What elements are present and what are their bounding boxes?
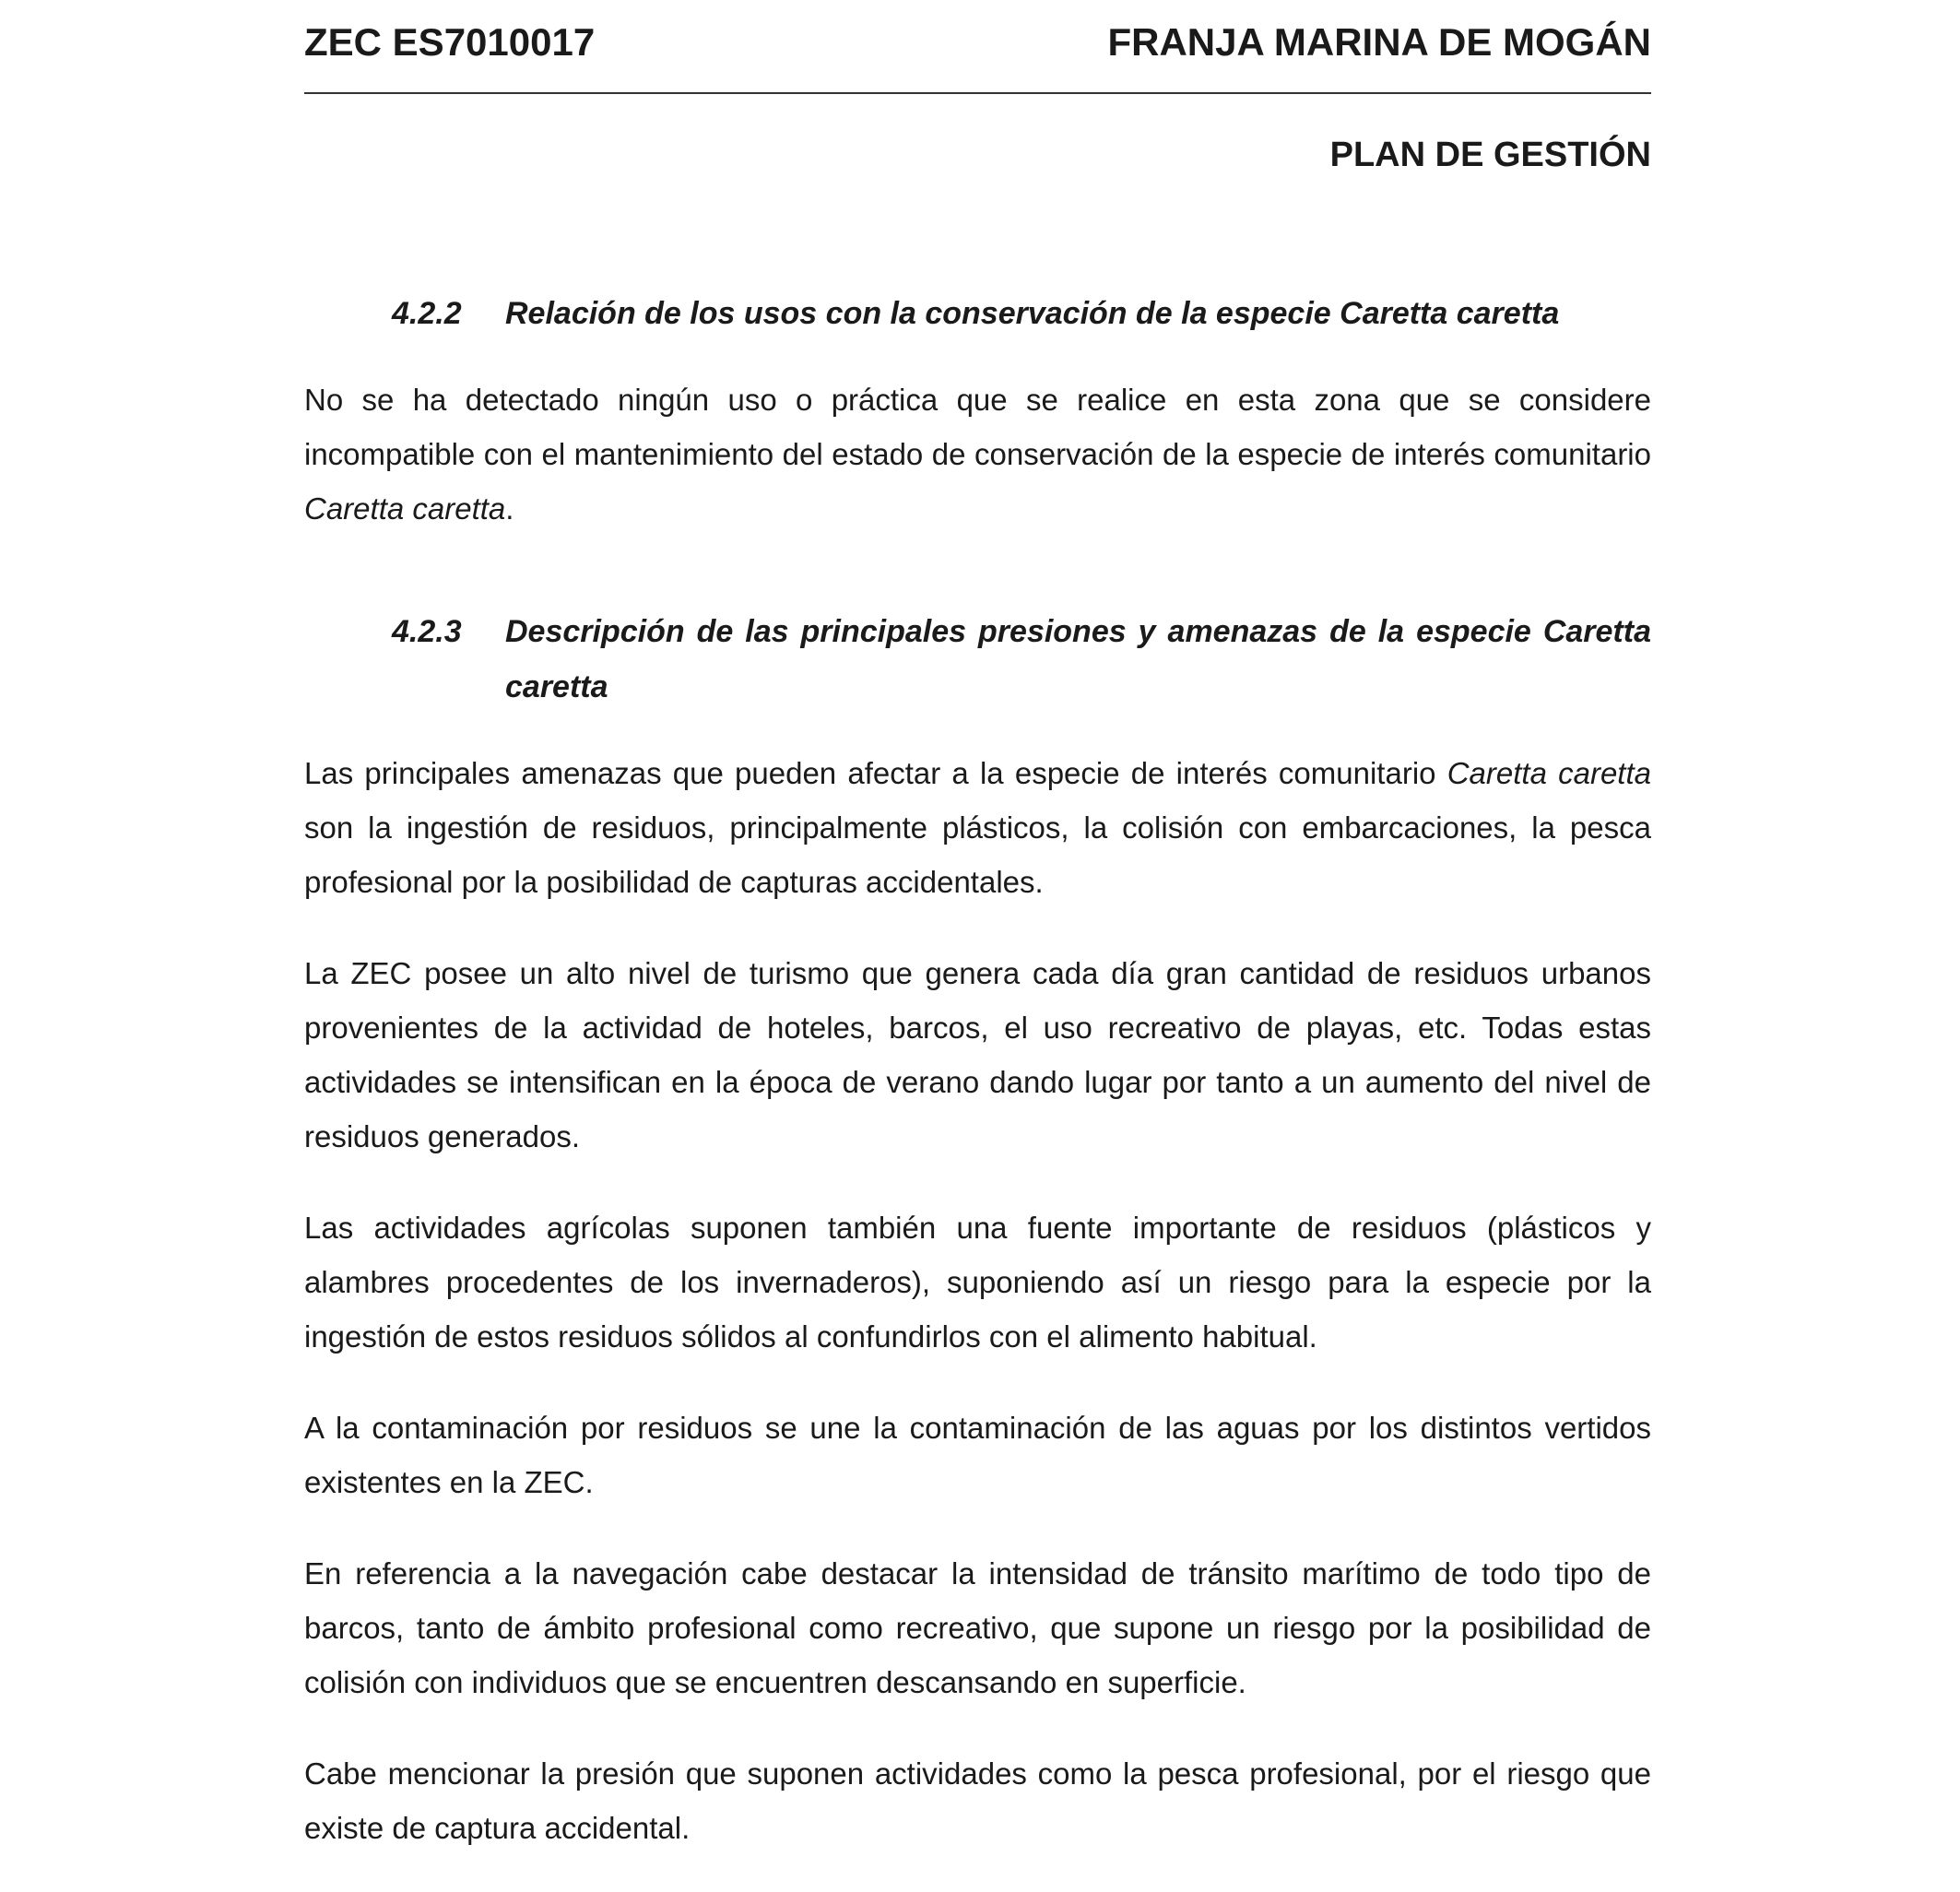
paragraph: A la contaminación por residuos se une la contaminación de las aguas por los distintos vertidos existentes en la ZEC. [304, 1411, 1651, 1499]
document-page [304, 0, 1651, 1892]
section-title: Relación de los usos con la conservación de la especie Caretta caretta [505, 296, 1560, 331]
paragraph: En referencia a la navegación cabe destacar la intensidad de tránsito marítimo de todo tipo de barcos, tanto de ámbito profesional como recreativo, que supone un riesgo por la posibilidad de colisión con individuos que se encuentren descansando en superficie. [304, 1556, 1651, 1699]
species-name: Caretta caretta [1446, 756, 1651, 790]
section-4-2-3 [304, 604, 1651, 1855]
page-header [304, 0, 1651, 94]
section-4-2-2 [304, 286, 1651, 536]
section-number: 4.2.2 [392, 296, 462, 331]
document-title: PLAN DE GESTIÓN [1329, 136, 1651, 174]
species-name: Caretta caretta [304, 491, 506, 526]
paragraph: No se ha detectado ningún uso o práctica que se realice en esta zona que se considere incompatible con el mantenimiento del estado de conservación de la especie de interés comunitario Caretta caretta. [304, 383, 1651, 526]
section-number: 4.2.3 [392, 614, 462, 649]
paragraph: La ZEC posee un alto nivel de turismo que genera cada día gran cantidad de residuos urbanos provenientes de la actividad de hoteles, barcos, el uso recreativo de playas, etc. Todas estas actividades se intensifican en la época de verano dando lugar por tanto a un aumento del nivel de residuos generados. [304, 956, 1651, 1153]
paragraph: Las principales amenazas que pueden afectar a la especie de interés comunitario Caretta caretta son la ingestión de residuos, principalmente plásticos, la colisión con embarcaciones, la pesca profesional por la posibilidad de capturas accidentales. [304, 756, 1651, 899]
site-code: ZEC ES7010017 [304, 20, 596, 64]
section-heading [304, 286, 1651, 341]
site-name: FRANJA MARINA DE MOGÁN [1107, 20, 1651, 64]
paragraph: Las actividades agrícolas suponen también una fuente importante de residuos (plásticos y alambres procedentes de los invernaderos), suponiendo así un riesgo para la especie por la ingestión de estos residuos sólidos al confundirlos con el alimento habitual. [304, 1211, 1651, 1354]
paragraph: Cabe mencionar la presión que suponen actividades como la pesca profesional, por el riesgo que existe de captura accidental. [304, 1756, 1651, 1845]
section-title: Descripción de las principales presiones y amenazas de la especie Caretta caretta [505, 614, 1651, 704]
section-heading [304, 604, 1651, 715]
